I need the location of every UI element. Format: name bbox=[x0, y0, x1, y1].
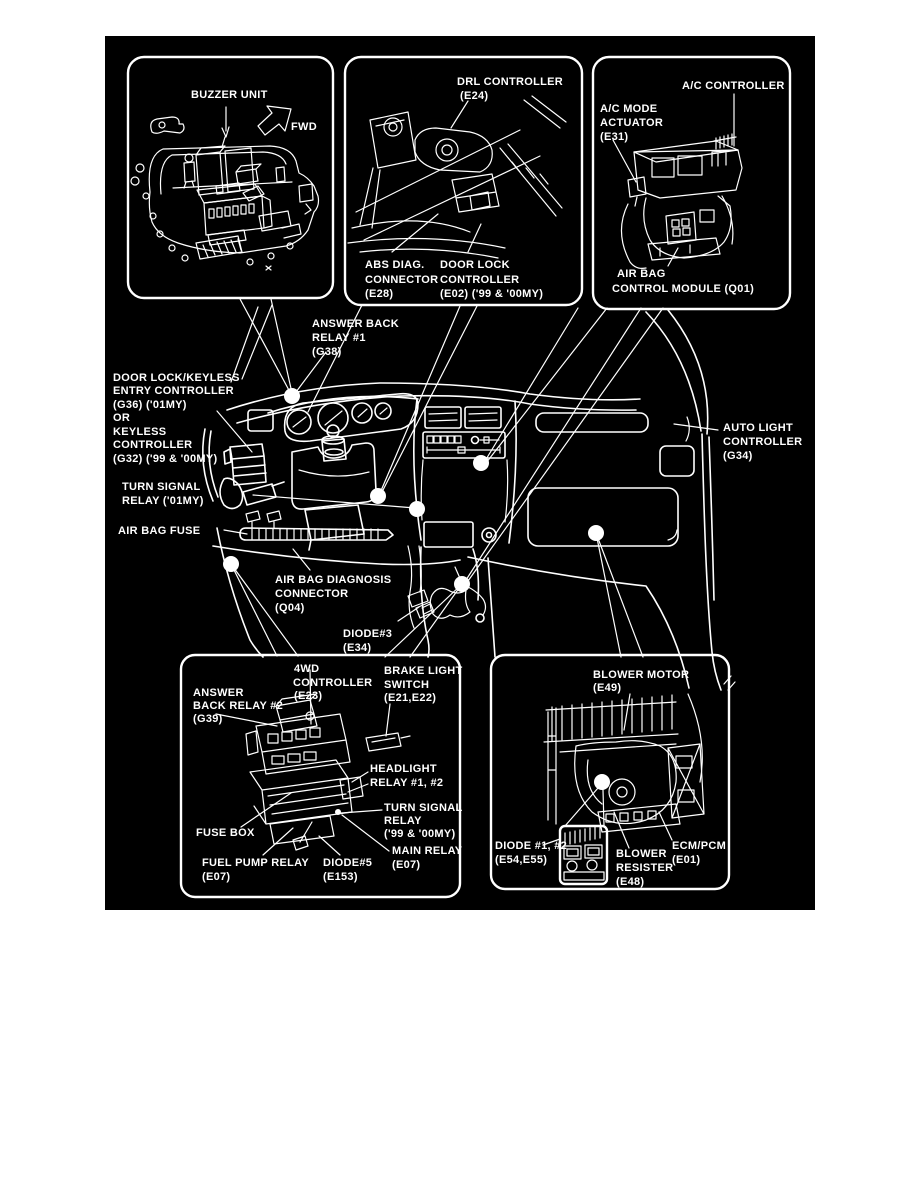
label-auto-light-1: AUTO LIGHT bbox=[723, 422, 794, 434]
label-doorlock-keyless-5: KEYLESS bbox=[113, 426, 167, 438]
label-diode3-1: DIODE#3 bbox=[343, 628, 393, 640]
label-door-lock-2: CONTROLLER bbox=[440, 274, 520, 286]
label-fwd: FWD bbox=[291, 121, 317, 133]
label-answer-back1-3: (G38) bbox=[312, 346, 342, 358]
label-turn-signal-99-3: ('99 & '00MY) bbox=[384, 828, 456, 840]
label-airbag-diag-2: CONNECTOR bbox=[275, 588, 349, 600]
dot-answer-back-relay1 bbox=[284, 388, 300, 404]
label-buzzer-unit: BUZZER UNIT bbox=[191, 89, 268, 101]
label-diode3-2: (E34) bbox=[343, 642, 372, 654]
label-fuel-pump-2: (E07) bbox=[202, 871, 231, 883]
label-blower-resister-2: RESISTER bbox=[616, 862, 674, 874]
label-diode12-1: DIODE #1, #2 bbox=[495, 840, 568, 852]
dot-console-relays bbox=[454, 576, 470, 592]
label-drl-controller: DRL CONTROLLER bbox=[457, 76, 564, 88]
label-ac-mode-1: A/C MODE bbox=[600, 103, 658, 115]
dot-blower-area bbox=[588, 525, 604, 541]
label-4wd-2: CONTROLLER bbox=[293, 677, 373, 689]
label-4wd-1: 4WD bbox=[294, 663, 320, 675]
label-brake-switch-2: SWITCH bbox=[384, 679, 430, 691]
label-main-relay-1: MAIN RELAY bbox=[392, 845, 463, 857]
label-ac-mode-3: (E31) bbox=[600, 131, 629, 143]
label-turn-signal-99-2: RELAY bbox=[384, 815, 422, 827]
label-turn-signal-01-2: RELAY ('01MY) bbox=[122, 495, 204, 507]
label-doorlock-keyless-6: CONTROLLER bbox=[113, 439, 193, 451]
label-answer-back2-2: BACK RELAY #2 bbox=[193, 700, 284, 712]
label-blower-resister-1: BLOWER bbox=[616, 848, 667, 860]
label-headlight-relay-2: RELAY #1, #2 bbox=[370, 777, 444, 789]
label-turn-signal-99-1: TURN SIGNAL bbox=[384, 802, 463, 814]
label-airbag-fuse: AIR BAG FUSE bbox=[118, 525, 201, 537]
label-answer-back2-3: (G39) bbox=[193, 713, 223, 725]
dot-fuse-box-area bbox=[223, 556, 239, 572]
dot-ac-controller bbox=[473, 455, 489, 471]
label-diode5-1: DIODE#5 bbox=[323, 857, 373, 869]
label-ecm-pcm-2: (E01) bbox=[672, 854, 701, 866]
label-fuel-pump-1: FUEL PUMP RELAY bbox=[202, 857, 309, 869]
label-ac-controller: A/C CONTROLLER bbox=[682, 80, 785, 92]
label-abs-diag-3: (E28) bbox=[365, 288, 394, 300]
label-answer-back1-1: ANSWER BACK bbox=[312, 318, 400, 330]
label-ecm-pcm-1: ECM/PCM bbox=[672, 840, 727, 852]
dot-turn-signal-relay bbox=[409, 501, 425, 517]
label-brake-switch-1: BRAKE LIGHT bbox=[384, 665, 463, 677]
label-doorlock-keyless-7: (G32) ('99 & '00MY) bbox=[113, 453, 218, 465]
label-blower-resister-3: (E48) bbox=[616, 876, 645, 888]
label-abs-diag-1: ABS DIAG. bbox=[365, 259, 425, 271]
label-doorlock-keyless-2: ENTRY CONTROLLER bbox=[113, 385, 234, 397]
label-blower-motor-2: (E49) bbox=[593, 682, 622, 694]
label-auto-light-2: CONTROLLER bbox=[723, 436, 803, 448]
label-door-lock-3: (E02) ('99 & '00MY) bbox=[440, 288, 544, 300]
label-airbag-module-1: AIR BAG bbox=[617, 268, 666, 280]
label-door-lock-1: DOOR LOCK bbox=[440, 259, 510, 271]
label-airbag-diag-3: (Q04) bbox=[275, 602, 305, 614]
label-headlight-relay-1: HEADLIGHT bbox=[370, 763, 437, 775]
label-drl-code: (E24) bbox=[460, 90, 489, 102]
label-brake-switch-3: (E21,E22) bbox=[384, 692, 437, 704]
label-doorlock-keyless-3: (G36) ('01MY) bbox=[113, 399, 187, 411]
label-doorlock-keyless-4: OR bbox=[113, 412, 131, 424]
label-fuse-box: FUSE BOX bbox=[196, 827, 255, 839]
dot-drl-area bbox=[370, 488, 386, 504]
label-answer-back1-2: RELAY #1 bbox=[312, 332, 366, 344]
label-auto-light-3: (G34) bbox=[723, 450, 753, 462]
label-blower-motor-1: BLOWER MOTOR bbox=[593, 669, 690, 681]
label-abs-diag-2: CONNECTOR bbox=[365, 274, 439, 286]
label-airbag-module-2: CONTROL MODULE (Q01) bbox=[612, 283, 755, 295]
label-airbag-diag-1: AIR BAG DIAGNOSIS bbox=[275, 574, 392, 586]
label-turn-signal-01-1: TURN SIGNAL bbox=[122, 481, 201, 493]
label-main-relay-2: (E07) bbox=[392, 859, 421, 871]
label-answer-back2-1: ANSWER bbox=[193, 687, 244, 699]
label-doorlock-keyless-1: DOOR LOCK/KEYLESS bbox=[113, 372, 240, 384]
label-ac-mode-2: ACTUATOR bbox=[600, 117, 664, 129]
label-4wd-3: (E23) bbox=[294, 690, 323, 702]
label-diode5-2: (E153) bbox=[323, 871, 358, 883]
label-diode12-2: (E54,E55) bbox=[495, 854, 548, 866]
